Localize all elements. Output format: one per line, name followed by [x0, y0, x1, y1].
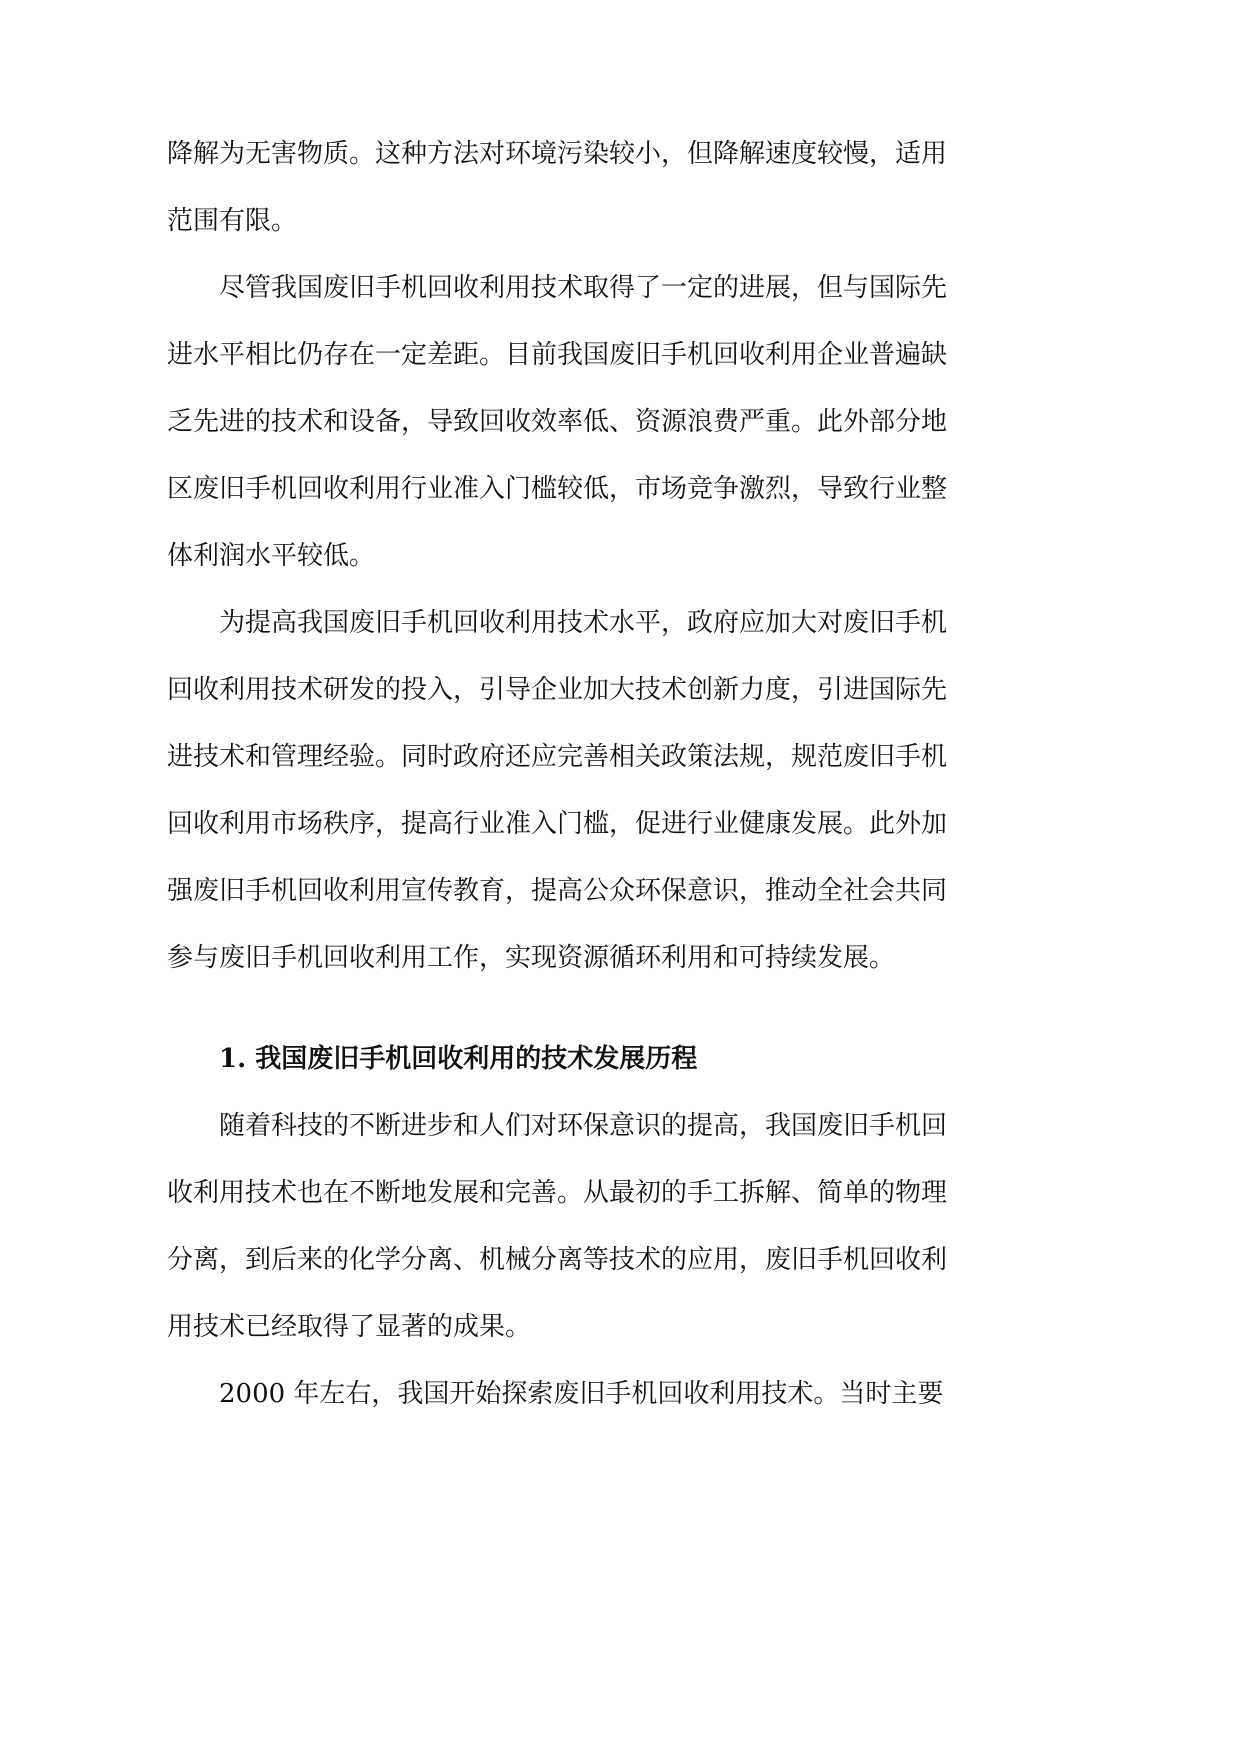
- paragraph-line: 参与废旧手机回收利用工作，实现资源循环利用和可持续发展。: [167, 943, 896, 973]
- paragraph-line: 乏先进的技术和设备，导致回收效率低、资源浪费严重。此外部分地: [167, 407, 948, 437]
- paragraph-line: 随着科技的不断进步和人们对环保意识的提高，我国废旧手机回: [219, 1111, 948, 1141]
- paragraph-line: 进水平相比仍存在一定差距。目前我国废旧手机回收利用企业普遍缺: [167, 340, 948, 370]
- paragraph-line: 范围有限。: [167, 206, 298, 236]
- paragraph-line: 分离，到后来的化学分离、机械分离等技术的应用，废旧手机回收利: [167, 1245, 948, 1275]
- paragraph-line: 区废旧手机回收利用行业准入门槛较低，市场竞争激烈，导致行业整: [167, 474, 948, 504]
- paragraph-line: 用技术已经取得了显著的成果。: [167, 1312, 532, 1342]
- paragraph-line: 为提高我国废旧手机回收利用技术水平，政府应加大对废旧手机: [219, 608, 948, 638]
- paragraph-line: 尽管我国废旧手机回收利用技术取得了一定的进展，但与国际先: [219, 273, 948, 303]
- paragraph-line: 2000 年左右，我国开始探索废旧手机回收利用技术。当时主要: [219, 1379, 944, 1409]
- section-heading: 1. 我国废旧手机回收利用的技术发展历程: [219, 1044, 698, 1074]
- paragraph-line: 降解为无害物质。这种方法对环境污染较小，但降解速度较慢，适用: [167, 139, 948, 169]
- paragraph-line: 强废旧手机回收利用宣传教育，提高公众环保意识，推动全社会共同: [167, 876, 948, 906]
- paragraph-line: 回收利用技术研发的投入，引导企业加大技术创新力度，引进国际先: [167, 675, 948, 705]
- paragraph-line: 进技术和管理经验。同时政府还应完善相关政策法规，规范废旧手机: [167, 742, 948, 772]
- paragraph-line: 回收利用市场秩序，提高行业准入门槛，促进行业健康发展。此外加: [167, 809, 948, 839]
- paragraph-line: 体利润水平较低。: [167, 541, 376, 571]
- paragraph-line: 收利用技术也在不断地发展和完善。从最初的手工拆解、简单的物理: [167, 1178, 948, 1208]
